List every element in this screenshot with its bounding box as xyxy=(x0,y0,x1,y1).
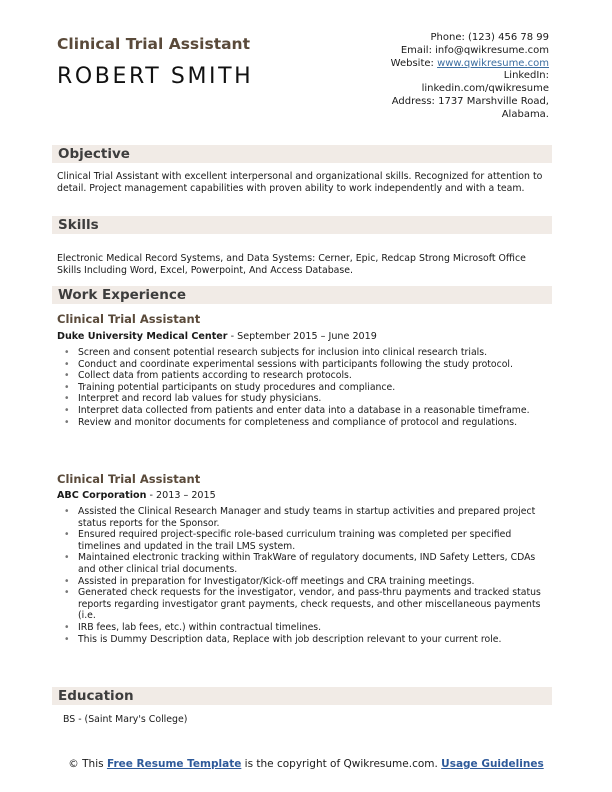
experience-heading: Work Experience xyxy=(58,287,186,303)
skills-heading: Skills xyxy=(58,217,99,233)
company-line-1 xyxy=(57,331,377,343)
skills-section-header xyxy=(52,216,552,234)
job-1-bullets xyxy=(78,347,553,428)
list-item: • Collect data from patients according to research protocols. xyxy=(78,370,553,382)
list-item: • Training potential participants on study procedures and compliance. xyxy=(78,382,553,394)
job-title: Clinical Trial Assistant xyxy=(57,35,251,53)
job-dates-2: - 2013 – 2015 xyxy=(146,490,216,501)
list-item: • This is Dummy Description data, Replace with job description relevant to your current role. xyxy=(78,634,553,646)
list-item: • Interpret data collected from patients and enter data into a database in a reasonable timeframe. xyxy=(78,405,553,417)
list-item: • Review and monitor documents for completeness and compliance of protocol and regulations. xyxy=(78,417,553,429)
email: Email: info@qwikresume.com xyxy=(400,44,549,56)
list-item: • Assisted in preparation for Investigator/Kick-off meetings and CRA training meetings. xyxy=(78,576,553,588)
free-resume-template-link[interactable]: Free Resume Template xyxy=(106,758,242,770)
list-item: • Conduct and coordinate experimental sessions with participants following the study protocol. xyxy=(78,359,553,371)
job-title-2: Clinical Trial Assistant xyxy=(57,472,201,486)
job-dates-1: - September 2015 – June 2019 xyxy=(227,331,377,342)
objective-section-header xyxy=(52,145,552,163)
skills-text: Electronic Medical Record Systems, and Data Systems: Cerner, Epic, Redcap Strong Microsoft Office Skills Including Word, Excel, Powerpoint, And Access Database. xyxy=(57,253,526,276)
job-title-1: Clinical Trial Assistant xyxy=(57,312,201,326)
list-item: • Generated check requests for the investigator, vendor, and pass-thru payments and tracked status reports regarding investigator grant payments, check requests, and other miscellaneous payments (i.e. xyxy=(78,587,553,622)
resume-header xyxy=(57,32,557,132)
objective-text: Clinical Trial Assistant with excellent interpersonal and organizational skills. Recognized for attention to detail. Project management capabilities with proven ability to work independently and with a team. xyxy=(57,171,543,194)
objective-heading: Objective xyxy=(58,146,130,162)
list-item: • Assisted the Clinical Research Manager and study teams in startup activities and prepared project status reports for the Sponsor. xyxy=(78,506,553,529)
education-text: BS - (Saint Mary's College) xyxy=(63,714,188,725)
list-item: • Ensured required project-specific role-based curriculum training was completed per specified timelines and updated in the trail LMS system. xyxy=(78,529,553,552)
linkedin-url: linkedin.com/qwikresume xyxy=(421,83,549,95)
website-link[interactable]: www.qwikresume.com xyxy=(437,57,549,69)
list-item: • Interpret and record lab values for study physicians. xyxy=(78,393,553,405)
footer xyxy=(40,758,572,771)
list-item: • IRB fees, lab fees, etc.) within contractual timelines. xyxy=(78,622,553,634)
education-section-header xyxy=(52,687,552,705)
list-item: • Screen and consent potential research subjects for inclusion into clinical research trials. xyxy=(78,347,553,359)
company-name-1: Duke University Medical Center xyxy=(57,331,228,342)
company-name-2: ABC Corporation xyxy=(57,490,147,501)
website xyxy=(329,58,549,71)
job-2-bullets xyxy=(78,506,553,645)
education-heading: Education xyxy=(58,688,134,704)
linkedin-label: LinkedIn: xyxy=(503,70,549,82)
candidate-name: ROBERT SMITH xyxy=(57,64,254,89)
contact-block xyxy=(329,32,549,122)
phone: Phone: (123) 456 78 99 xyxy=(430,32,549,43)
company-line-2 xyxy=(57,490,216,502)
usage-guidelines-link[interactable]: Usage Guidelines xyxy=(441,758,544,770)
website-label: Website: xyxy=(390,57,434,69)
address-line-1: Address: 1737 Marshville Road, xyxy=(391,95,549,107)
experience-section-header xyxy=(52,286,552,304)
footer-prefix: © This xyxy=(68,758,107,770)
footer-middle: is the copyright of Qwikresume.com. xyxy=(241,758,442,770)
address-line-2: Alabama. xyxy=(501,108,549,120)
list-item: • Maintained electronic tracking within TrakWare of regulatory documents, IND Safety Letters, CDAs and other clinical trial documents. xyxy=(78,552,553,575)
